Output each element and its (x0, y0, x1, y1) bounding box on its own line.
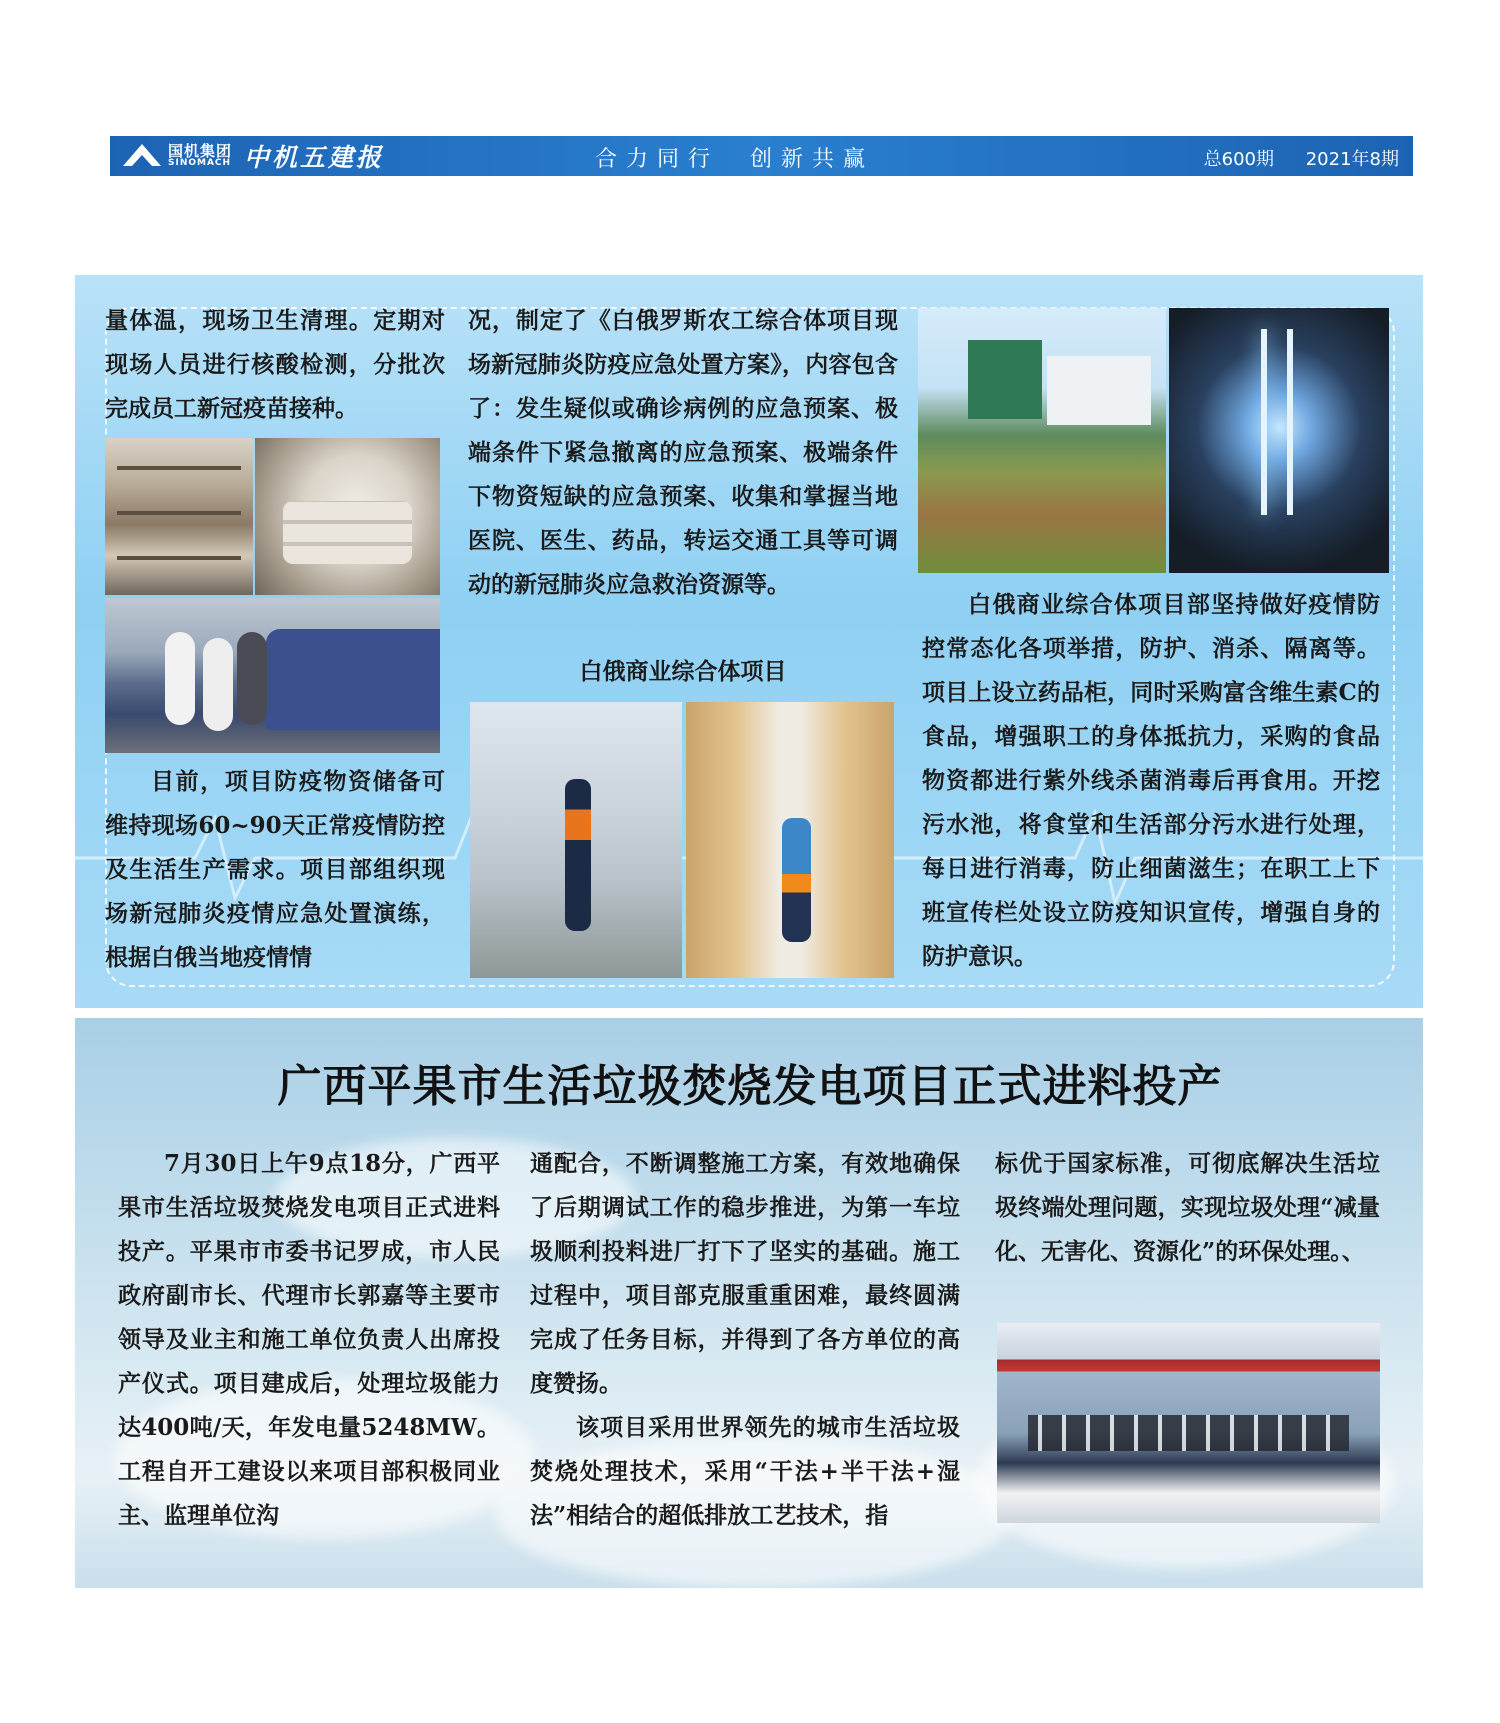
top-column-3 (922, 583, 1380, 979)
issue-info (1178, 145, 1399, 171)
photo-sewage-pit (918, 308, 1166, 573)
photo-spraying-corridor (686, 702, 894, 978)
top-column-1 (105, 299, 445, 431)
group-name-en: SINOMACH (168, 158, 232, 168)
bottom-col2-para2: 该项目采用世界领先的城市生活垃圾焚烧处理技术，采用“干法+半干法+湿法”相结合的超低排放工艺技术，指 (530, 1414, 960, 1529)
top-col1-para1: 量体温，现场卫生清理。定期对现场人员进行核酸检测，分批次完成员工新冠疫苗接种。 (105, 307, 445, 422)
masthead-banner (110, 136, 1413, 176)
sinomach-logo-icon (120, 141, 164, 171)
top-column-1-continued (105, 760, 445, 980)
top-col3-para1: 白俄商业综合体项目部坚持做好疫情防控常态化各项举措，防护、消杀、隔离等。项目上设立药品柜，同时采购富含维生素C的食品，增强职工的身体抵抗力，采购的食品物资都进行紫外线杀菌消毒后再食用。开挖污水池，将食堂和生活部分污水进行处理，每日进行消毒，防止细菌滋生；在职工上下班宣传栏处设立防疫知识宣传，增强自身的防护意识。 (922, 591, 1380, 970)
newspaper-name: 中机五建报 (244, 143, 385, 172)
bottom-column-3 (995, 1142, 1380, 1274)
bottom-column-2 (530, 1142, 960, 1538)
top-col1-para2: 目前，项目防疫物资储备可维持现场60~90天正常疫情防控及生活生产需求。项目部组织现场新冠肺炎疫情应急处置演练，根据白俄当地疫情情 (105, 768, 445, 971)
photo-supply-sacks (255, 438, 440, 595)
photo-spraying-walkway (470, 702, 682, 978)
photo-uv-sterilization (1169, 308, 1389, 573)
brand (110, 138, 530, 174)
issue-total: 总600期 (1203, 149, 1274, 170)
group-name-cn: 国机集团 (168, 142, 233, 160)
brand-group-name (168, 144, 232, 168)
photo-caption-belarus: 白俄商业综合体项目 (579, 658, 787, 685)
top-col2-para1: 况，制定了《白俄罗斯农工综合体项目现场新冠肺炎防疫应急处置方案》，内容包含了：发生疑似或确诊病例的应急预案、极端条件下紧急撤离的应急预案、极端条件下物资短缺的应急预案、收集和掌握当地医院、医生、药品，转运交通工具等可调动的新冠肺炎应急救治资源等。 (468, 307, 898, 598)
bottom-col1-para1: 7月30日上午9点18分，广西平果市生活垃圾焚烧发电项目正式进料投产。平果市市委书记罗成，市人民政府副市长、代理市长郭嘉等主要市领导及业主和施工单位负责人出席投产仪式。项目建成后，处理垃圾能力达400吨/天，年发电量5248MW。工程自开工建设以来项目部积极同业主、监理单位沟 (118, 1150, 500, 1529)
photo-disinfection-van (105, 598, 440, 753)
issue-date: 2021年8期 (1305, 149, 1399, 170)
bottom-col3-para1: 标优于国家标准，可彻底解决生活垃圾终端处理问题，实现垃圾处理“减量化、无害化、资源化”的环保处理。、 (995, 1150, 1380, 1265)
photo-commissioning-ceremony (997, 1323, 1380, 1523)
masthead-slogan: 合力同行 创新共赢 (595, 147, 875, 172)
top-column-2 (468, 299, 898, 607)
photo-supply-shelves (105, 438, 253, 595)
bottom-column-1 (118, 1142, 500, 1538)
bottom-col2-para1: 通配合，不断调整施工方案，有效地确保了后期调试工作的稳步推进，为第一车垃圾顺利投料进厂打下了坚实的基础。施工过程中，项目部克服重重困难，最终圆满完成了任务目标，并得到了各方单位的高度赞扬。 (530, 1150, 960, 1397)
article-headline: 广西平果市生活垃圾焚烧发电项目正式进料投产 (277, 1061, 1223, 1112)
